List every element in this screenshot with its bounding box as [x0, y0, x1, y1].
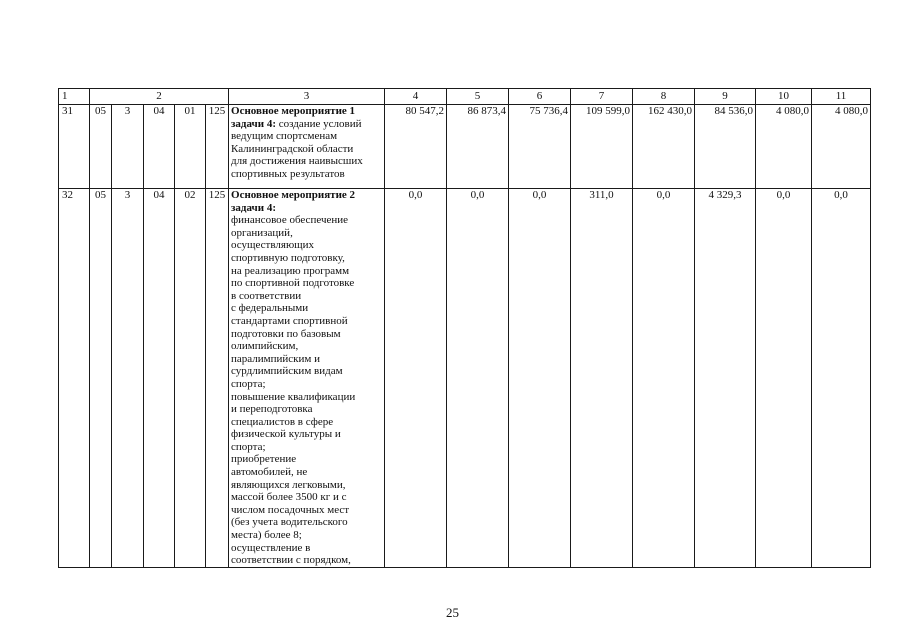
description-line: [231, 453, 382, 466]
description-text: с федеральными: [231, 302, 309, 315]
description-line: [231, 491, 382, 504]
description-cell: [229, 189, 385, 568]
description-text: спортивных результатов: [231, 167, 345, 180]
description-text: специалистов в сфере: [231, 415, 334, 428]
description-text: в соответствии: [231, 289, 302, 302]
value-cell: 162 430,0: [633, 105, 695, 189]
description-text: места) более 8;: [231, 529, 302, 542]
header-cell: 4: [385, 89, 447, 105]
description-line: [231, 130, 382, 143]
description-text: сурдлимпийским видам: [231, 365, 343, 378]
description-line: [231, 441, 382, 454]
header-cell: 11: [812, 89, 871, 105]
value-cell: 0,0: [812, 189, 871, 568]
table-row: [59, 105, 871, 189]
table-row: [59, 189, 871, 568]
description-line: [231, 391, 382, 404]
description-line: [231, 252, 382, 265]
description-line: [231, 504, 382, 517]
description-line: [231, 143, 382, 156]
description-line: [231, 554, 382, 567]
value-cell: 109 599,0: [571, 105, 633, 189]
code-cell: 125: [206, 105, 229, 189]
code-cell: 3: [112, 105, 144, 189]
value-cell: 4 080,0: [756, 105, 812, 189]
description-heading-text: задачи 4:: [231, 117, 277, 130]
value-cell: 84 536,0: [695, 105, 756, 189]
description-text: организаций,: [231, 226, 293, 239]
description-text: финансовое обеспечение: [231, 214, 349, 227]
description-text: являющихся легковыми,: [231, 478, 346, 491]
code-cell: 05: [90, 189, 112, 568]
description-text: (без учета водительского: [231, 516, 348, 529]
header-cell: 9: [695, 89, 756, 105]
description-line: [231, 168, 382, 181]
description-line: [231, 340, 382, 353]
description-text: автомобилей, не: [231, 466, 308, 479]
description-line: [231, 155, 382, 168]
description-line: [231, 315, 382, 328]
description-text: по спортивной подготовке: [231, 277, 355, 290]
description-line: [231, 529, 382, 542]
description-line: [231, 516, 382, 529]
description-text: стандартами спортивной: [231, 314, 348, 327]
description-text: осуществляющих: [231, 239, 315, 252]
description-line: [231, 227, 382, 240]
value-cell: 86 873,4: [447, 105, 509, 189]
code-cell: 04: [144, 105, 175, 189]
description-line: [231, 479, 382, 492]
description-text: для достижения наивысших: [231, 155, 363, 168]
description-text: подготовки по базовым: [231, 327, 341, 340]
description-line: [231, 105, 382, 118]
value-cell: 0,0: [447, 189, 509, 568]
description-text: приобретение: [231, 453, 297, 466]
description-heading-text: Основное мероприятие 2: [231, 189, 356, 201]
description-line: [231, 353, 382, 366]
description-text: паралимпийским и: [231, 352, 320, 365]
code-cell: 05: [90, 105, 112, 189]
description-text: числом посадочных мест: [231, 503, 350, 516]
description-line: [231, 416, 382, 429]
description-lines: [231, 189, 382, 567]
description-line: [231, 118, 382, 131]
description-text: осуществление в: [231, 541, 311, 554]
description-text: ведущим спортсменам: [231, 130, 338, 143]
description-line: [231, 202, 382, 215]
description-text: на реализацию программ: [231, 264, 350, 277]
code-cell: 3: [112, 189, 144, 568]
value-cell: 80 547,2: [385, 105, 447, 189]
header-cell: 7: [571, 89, 633, 105]
description-text: спорта;: [231, 440, 266, 453]
table-header-row: [59, 89, 871, 105]
description-text: олимпийским,: [231, 340, 299, 353]
description-text: спортивную подготовку,: [231, 251, 345, 264]
header-cell: 5: [447, 89, 509, 105]
code-cell: 125: [206, 189, 229, 568]
value-cell: 0,0: [633, 189, 695, 568]
description-text: повышение квалификации: [231, 390, 356, 403]
description-line: [231, 189, 382, 202]
description-line: [231, 328, 382, 341]
value-cell: 0,0: [509, 189, 571, 568]
description-text: физической культуры и: [231, 428, 341, 441]
description-line: [231, 239, 382, 252]
description-text: соответствии с порядком,: [231, 554, 351, 567]
description-text: Калининградской области: [231, 142, 354, 155]
description-line: [231, 403, 382, 416]
code-cell: 04: [144, 189, 175, 568]
value-cell: 0,0: [756, 189, 812, 568]
description-text: и переподготовка: [231, 403, 313, 416]
description-line: [231, 302, 382, 315]
description-heading-text: задачи 4:: [231, 201, 277, 214]
description-line: [231, 378, 382, 391]
header-cell: 2: [90, 89, 229, 105]
value-cell: 4 329,3: [695, 189, 756, 568]
description-cell: [229, 105, 385, 189]
description-line: [231, 265, 382, 278]
header-cell: 3: [229, 89, 385, 105]
header-cell: 6: [509, 89, 571, 105]
value-cell: 4 080,0: [812, 105, 871, 189]
description-line: [231, 365, 382, 378]
description-heading-text: Основное мероприятие 1: [231, 105, 356, 117]
value-cell: 75 736,4: [509, 105, 571, 189]
header-cell: 8: [633, 89, 695, 105]
row-number-cell: 31: [59, 105, 90, 189]
code-cell: 01: [175, 105, 206, 189]
description-text: создание условий: [276, 117, 362, 130]
description-text: массой более 3500 кг и с: [231, 491, 347, 504]
value-cell: 0,0: [385, 189, 447, 568]
description-line: [231, 428, 382, 441]
page-number: 25: [446, 605, 459, 620]
budget-table: [58, 88, 871, 568]
header-cell: 10: [756, 89, 812, 105]
description-line: [231, 277, 382, 290]
description-text: спорта;: [231, 377, 266, 390]
description-line: [231, 290, 382, 303]
value-cell: 311,0: [571, 189, 633, 568]
description-line: [231, 214, 382, 227]
description-lines: [231, 105, 382, 181]
code-cell: 02: [175, 189, 206, 568]
header-cell: 1: [59, 89, 90, 105]
description-line: [231, 466, 382, 479]
row-number-cell: 32: [59, 189, 90, 568]
description-line: [231, 542, 382, 555]
